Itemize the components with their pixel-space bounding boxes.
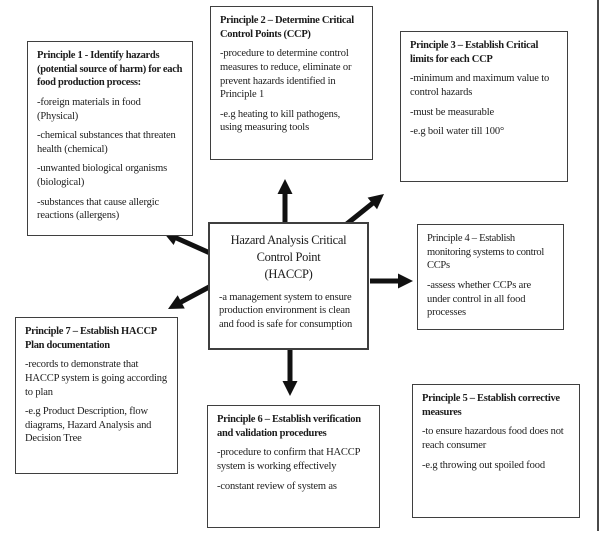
- center-body: -a management system to ensure production environment is clean and food is safe for consumption: [219, 291, 353, 330]
- principle-7-title: Principle 7 – Establish HACCP Plan documentation: [25, 326, 157, 351]
- principle-1-box: [27, 41, 193, 236]
- principle-5-box: [412, 384, 580, 518]
- arrow-center-to-principle-6-head: [283, 381, 298, 396]
- principle-5-title: Principle 5 – Establish corrective measures: [422, 393, 560, 418]
- arrow-center-to-principle-2-head: [278, 179, 293, 194]
- center-box: [208, 222, 369, 350]
- principle-1-bullet: -chemical substances that threaten health (chemical): [37, 130, 176, 155]
- principle-1-title: Principle 1 - Identify hazards (potential source of harm) for each food production process:: [37, 50, 183, 89]
- center-title-line: (HACCP): [264, 266, 313, 281]
- principle-3-bullet: -minimum and maximum value to control hazards: [410, 73, 550, 98]
- principle-5-bullet: -e.g throwing out spoiled food: [422, 459, 545, 471]
- arrow-center-to-principle-4-head: [398, 274, 413, 289]
- principle-7-bullet: -records to demonstrate that HACCP system is going according to plan: [25, 359, 167, 398]
- principle-6-box: [207, 405, 380, 528]
- principle-3-bullet: -must be measurable: [410, 106, 495, 118]
- principle-2-box: [210, 6, 373, 160]
- principle-7-box: [15, 317, 178, 474]
- arrow-center-to-principle-7-shaft: [178, 286, 211, 304]
- principle-6-bullet: -procedure to confirm that HACCP system is working effectively: [217, 447, 360, 472]
- center-title-line: Hazard Analysis Critical: [230, 233, 347, 247]
- principle-3-box: [400, 31, 568, 182]
- principle-3-bullet: -e.g boil water till 100°: [410, 126, 505, 138]
- arrow-center-to-principle-7-head: [168, 295, 185, 309]
- arrow-center-to-principle-3-head: [368, 194, 384, 209]
- principle-6-title: Principle 6 – Establish verification and validation procedures: [217, 414, 361, 439]
- principle-3-title: Principle 3 – Establish Critical limits for each CCP: [410, 40, 539, 65]
- center-title-line: Control Point: [256, 249, 321, 264]
- principle-2-title: Principle 2 – Determine Critical Control Points (CCP): [220, 15, 354, 40]
- principle-6-bullet: -constant review of system as: [217, 480, 337, 492]
- principle-4-box: [417, 224, 564, 330]
- scan-edge-line: [597, 0, 599, 531]
- principle-1-bullet: -foreign materials in food (Physical): [37, 96, 141, 122]
- principle-2-bullet: -e.g heating to kill pathogens, using measuring tools: [220, 108, 341, 134]
- principle-2-bullet: -procedure to determine control measures to reduce, eliminate or prevent hazards identified in Principle 1: [220, 48, 352, 101]
- principle-4-bullet: -assess whether CCPs are under control in all food processes: [427, 279, 532, 319]
- principle-7-bullet: -e.g Product Description, flow diagrams, Hazard Analysis and Decision Tree: [25, 406, 152, 445]
- principle-1-bullet: -unwanted biological organisms (biological): [37, 163, 168, 189]
- principle-1-bullet: -substances that cause allergic reactions (allergens): [37, 196, 159, 222]
- center-title: [219, 232, 358, 283]
- principle-4-title: Principle 4 – Establish monitoring systems to control CCPs: [427, 233, 545, 272]
- principle-5-bullet: -to ensure hazardous food does not reach consumer: [422, 426, 564, 451]
- arrow-center-to-principle-1-shaft: [173, 236, 210, 253]
